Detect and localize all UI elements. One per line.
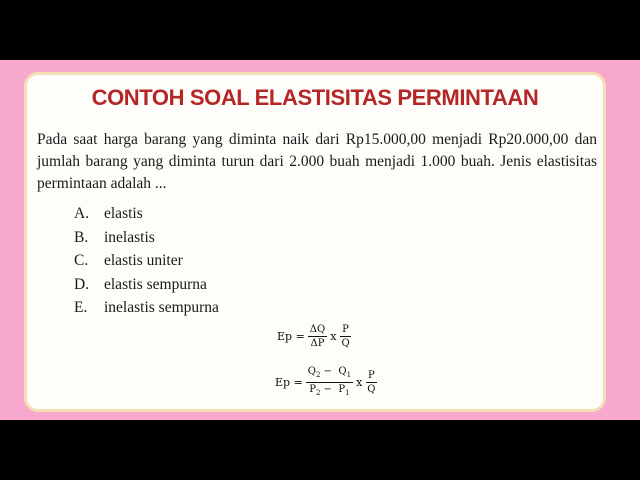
formula-expanded [275, 365, 380, 400]
question-text: Pada saat harga barang yang diminta naik dari Rp15.000,00 menjadi Rp20.000,00 dan jumlah barang yang diminta turun dari 2.000 buah menjadi 1.000 buah. Jenis elastisitas permintaan adalah ... [37, 131, 597, 192]
fraction-price-quantity [339, 323, 351, 350]
fraction-denominator: $P_2 - P_1$ [309, 384, 350, 397]
formula-basic [277, 323, 355, 350]
option-e [74, 299, 219, 323]
slide-card [24, 72, 606, 412]
option-letter: A. [74, 205, 90, 222]
formula-lhs: Ep = [277, 330, 305, 343]
option-b [74, 229, 219, 253]
fraction-differences [306, 365, 353, 400]
fraction-denominator: ΔP [310, 338, 325, 349]
times-sign: x [330, 330, 337, 343]
fraction-denominator: Q [367, 384, 376, 395]
fraction-numerator: $Q_2 - Q_1$ [306, 365, 353, 383]
fraction-price-quantity [365, 369, 377, 396]
option-letter: B. [74, 228, 89, 246]
times-sign: x [356, 376, 363, 389]
answer-options [74, 205, 219, 323]
option-text: inelastis [104, 228, 155, 246]
fraction-numerator: ΔQ [309, 324, 326, 335]
option-text: elastis uniter [104, 252, 183, 269]
option-text: elastis [104, 205, 143, 222]
page-title: CONTOH SOAL ELASTISITAS PERMINTAAN [91, 85, 539, 110]
option-text: inelastis sempurna [104, 299, 219, 316]
option-text: elastis sempurna [104, 275, 207, 293]
option-letter: C. [74, 252, 89, 269]
option-c [74, 252, 219, 276]
option-letter: D. [74, 275, 90, 293]
fraction-numerator: P [368, 370, 375, 381]
option-letter: E. [74, 299, 88, 316]
fraction-delta [308, 323, 327, 350]
option-a [74, 205, 219, 229]
fraction-numerator: P [342, 324, 349, 335]
option-d [74, 276, 219, 300]
formula-lhs: Ep = [275, 376, 303, 389]
fraction-denominator: Q [341, 338, 350, 349]
